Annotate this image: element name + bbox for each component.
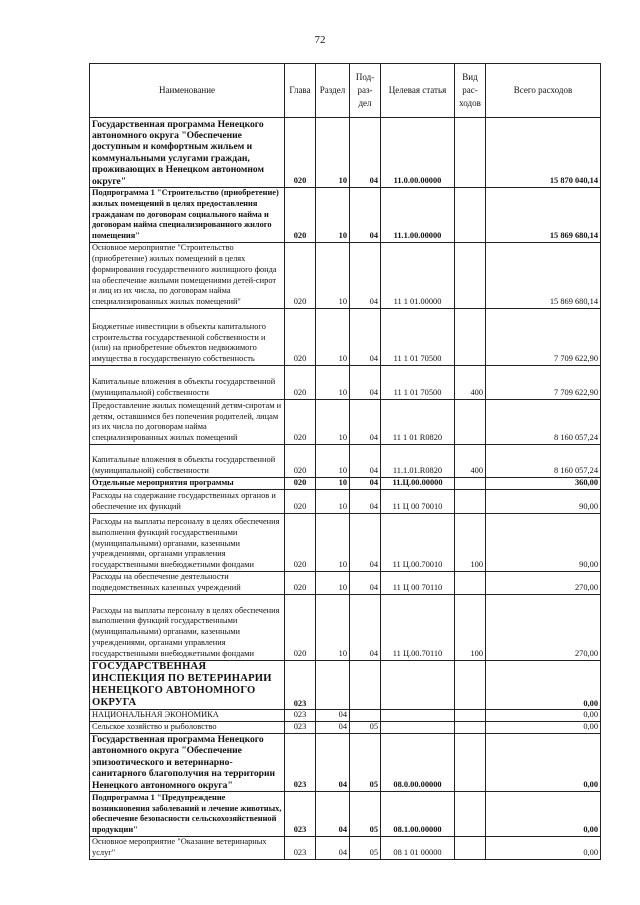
row-target: 08 1 01 00000 <box>381 837 455 860</box>
row-target: 11 Ц.00.70110 <box>381 594 455 660</box>
row-total: 0,00 <box>486 722 601 734</box>
row-kind: 100 <box>455 594 486 660</box>
row-section: 10 <box>316 399 350 444</box>
row-chapter: 023 <box>285 722 316 734</box>
table-row <box>90 792 601 837</box>
row-total: 7 709 622,90 <box>486 365 601 399</box>
row-name: Государственная программа Ненецкого автономного округа "Обеспечение эпизоотического и ветеринарно-санитарного благополучия на территории Ненецкого автономного округа" <box>90 733 285 791</box>
row-chapter: 020 <box>285 118 316 188</box>
row-section: 10 <box>316 513 350 571</box>
row-subsection: 04 <box>350 571 381 594</box>
row-chapter: 020 <box>285 365 316 399</box>
row-kind <box>455 722 486 734</box>
row-subsection: 04 <box>350 118 381 188</box>
table-header-row <box>90 64 601 118</box>
row-subsection: 04 <box>350 444 381 477</box>
row-subsection: 04 <box>350 399 381 444</box>
row-subsection: 05 <box>350 722 381 734</box>
row-kind <box>455 188 486 243</box>
row-kind <box>455 308 486 365</box>
row-name: Капитальные вложения в объекты государственной (муниципальной) собственности <box>90 365 285 399</box>
row-section: 04 <box>316 722 350 734</box>
row-section: 10 <box>316 477 350 489</box>
row-subsection <box>350 660 381 710</box>
row-name: Сельское хозяйство и рыболовство <box>90 722 285 734</box>
row-kind <box>455 118 486 188</box>
row-name: Государственная программа Ненецкого автономного округа "Обеспечение доступным и комфортным жильем и коммунальными услугами граждан, проживающих в Ненецком автономном округе" <box>90 118 285 188</box>
row-kind <box>455 660 486 710</box>
table-row <box>90 660 601 710</box>
row-section: 10 <box>316 242 350 308</box>
row-subsection: 04 <box>350 477 381 489</box>
row-chapter: 020 <box>285 513 316 571</box>
row-section: 04 <box>316 792 350 837</box>
row-target: 11.Ц.00.00000 <box>381 477 455 489</box>
row-total: 15 870 040,14 <box>486 118 601 188</box>
row-total: 0,00 <box>486 710 601 722</box>
row-chapter: 020 <box>285 399 316 444</box>
row-total: 7 709 622,90 <box>486 308 601 365</box>
row-chapter: 020 <box>285 188 316 243</box>
table-row <box>90 477 601 489</box>
row-chapter: 023 <box>285 660 316 710</box>
row-kind <box>455 571 486 594</box>
row-kind <box>455 710 486 722</box>
row-total: 0,00 <box>486 660 601 710</box>
row-name: Капитальные вложения в объекты государственной (муниципальной) собственности <box>90 444 285 477</box>
row-section: 04 <box>316 837 350 860</box>
row-kind: 400 <box>455 365 486 399</box>
table-row <box>90 489 601 513</box>
table-row <box>90 188 601 243</box>
row-target: 11.0.00.00000 <box>381 118 455 188</box>
row-name: Бюджетные инвестиции в объекты капитального строительства государственной собственности и (или) на приобретение объектов недвижимого имущества в государственную собственность <box>90 308 285 365</box>
table-row <box>90 242 601 308</box>
row-name: Подпрограмма 1 "Предупреждение возникновения заболеваний и лечение животных, обеспечение безопасности сельскохозяйственной продукции" <box>90 792 285 837</box>
row-target: 08.1.00.00000 <box>381 792 455 837</box>
row-section: 10 <box>316 489 350 513</box>
column-header-kind: Вид рас-ходов <box>455 64 486 118</box>
page-number: 72 <box>314 34 326 46</box>
row-total: 0,00 <box>486 837 601 860</box>
row-section: 10 <box>316 365 350 399</box>
row-name: Основное мероприятие "Строительство (приобретение) жилых помещений в целях формирования государственного жилищного фонда на обеспечение жилыми помещениями детей-сирот и лиц из их числа, по договорам найма специализированных жилых помещений" <box>90 242 285 308</box>
row-total: 8 160 057,24 <box>486 444 601 477</box>
table-row <box>90 837 601 860</box>
row-chapter: 023 <box>285 733 316 791</box>
table-row <box>90 722 601 734</box>
row-chapter: 020 <box>285 242 316 308</box>
row-subsection: 04 <box>350 594 381 660</box>
row-name: ГОСУДАРСТВЕННАЯ ИНСПЕКЦИЯ ПО ВЕТЕРИНАРИИ НЕНЕЦКОГО АВТОНОМНОГО ОКРУГА <box>90 660 285 710</box>
row-target: 11.1.01.R0820 <box>381 444 455 477</box>
row-total: 270,00 <box>486 594 601 660</box>
table-row <box>90 308 601 365</box>
row-name: Отдельные мероприятия программы <box>90 477 285 489</box>
row-section <box>316 660 350 710</box>
row-chapter: 020 <box>285 594 316 660</box>
row-chapter: 020 <box>285 489 316 513</box>
row-subsection: 04 <box>350 188 381 243</box>
row-kind <box>455 489 486 513</box>
table-row <box>90 571 601 594</box>
row-kind <box>455 733 486 791</box>
row-total: 0,00 <box>486 792 601 837</box>
row-kind <box>455 399 486 444</box>
row-name: Предоставление жилых помещений детям-сиротам и детям, оставшимся без попечения родителей, лицам из их числа по договорам найма специализированных жилых помещений <box>90 399 285 444</box>
row-kind <box>455 242 486 308</box>
row-total: 90,00 <box>486 513 601 571</box>
row-target: 11 Ц 00 70010 <box>381 489 455 513</box>
row-total: 15 869 680,14 <box>486 242 601 308</box>
row-section: 10 <box>316 118 350 188</box>
row-target: 11 1 01 70500 <box>381 365 455 399</box>
row-kind <box>455 837 486 860</box>
row-subsection: 04 <box>350 513 381 571</box>
row-target: 11 1 01 R0820 <box>381 399 455 444</box>
row-section: 04 <box>316 710 350 722</box>
row-total: 15 869 680,14 <box>486 188 601 243</box>
row-target: 11 1 01.00000 <box>381 242 455 308</box>
row-total: 0,00 <box>486 733 601 791</box>
row-name: Расходы на обеспечение деятельности подведомственных казенных учреждений <box>90 571 285 594</box>
row-target: 11 Ц.00.70010 <box>381 513 455 571</box>
table-row <box>90 710 601 722</box>
row-chapter: 023 <box>285 792 316 837</box>
row-subsection: 04 <box>350 365 381 399</box>
row-name: НАЦИОНАЛЬНАЯ ЭКОНОМИКА <box>90 710 285 722</box>
column-header-target: Целевая статья <box>381 64 455 118</box>
expenditure-table <box>89 63 601 860</box>
row-target <box>381 660 455 710</box>
row-chapter: 020 <box>285 308 316 365</box>
row-name: Основное мероприятие "Оказание ветеринарных услуг" <box>90 837 285 860</box>
column-header-chapter: Глава <box>285 64 316 118</box>
column-header-total: Всего расходов <box>486 64 601 118</box>
row-target: 11 1 01 70500 <box>381 308 455 365</box>
row-section: 10 <box>316 444 350 477</box>
row-subsection: 05 <box>350 733 381 791</box>
row-total: 90,00 <box>486 489 601 513</box>
row-chapter: 020 <box>285 444 316 477</box>
row-target: 11.1.00.00000 <box>381 188 455 243</box>
row-subsection: 04 <box>350 489 381 513</box>
table-row <box>90 513 601 571</box>
row-section: 04 <box>316 733 350 791</box>
row-kind: 400 <box>455 444 486 477</box>
row-name: Расходы на выплаты персоналу в целях обеспечения выполнения функций государственными (муниципальными) органами, казенными учреждениями, органами управления государственными внебюджетными фондами <box>90 594 285 660</box>
row-chapter: 020 <box>285 571 316 594</box>
row-chapter: 023 <box>285 837 316 860</box>
row-target <box>381 722 455 734</box>
row-subsection: 04 <box>350 308 381 365</box>
row-section: 10 <box>316 571 350 594</box>
row-chapter: 023 <box>285 710 316 722</box>
row-kind: 100 <box>455 513 486 571</box>
row-name: Расходы на содержание государственных органов и обеспечение их функций <box>90 489 285 513</box>
row-subsection <box>350 710 381 722</box>
column-header-name: Наименование <box>90 64 285 118</box>
column-header-section: Раздел <box>316 64 350 118</box>
row-section: 10 <box>316 308 350 365</box>
table-row <box>90 733 601 791</box>
column-header-subsection: Под-раз-дел <box>350 64 381 118</box>
row-total: 360,00 <box>486 477 601 489</box>
table-row <box>90 444 601 477</box>
row-total: 8 160 057,24 <box>486 399 601 444</box>
row-section: 10 <box>316 594 350 660</box>
row-section: 10 <box>316 188 350 243</box>
table-row <box>90 399 601 444</box>
row-name: Расходы на выплаты персоналу в целях обеспечения выполнения функций государственными (муниципальными) органами, казенными учреждениями, органами управления государственными внебюджетными фондами <box>90 513 285 571</box>
row-kind <box>455 792 486 837</box>
row-target: 11 Ц 00 70110 <box>381 571 455 594</box>
table-row <box>90 118 601 188</box>
row-chapter: 020 <box>285 477 316 489</box>
row-target <box>381 710 455 722</box>
row-subsection: 05 <box>350 837 381 860</box>
row-kind <box>455 477 486 489</box>
table-row <box>90 365 601 399</box>
row-target: 08.0.00.00000 <box>381 733 455 791</box>
row-subsection: 04 <box>350 242 381 308</box>
table-row <box>90 594 601 660</box>
row-name: Подпрограмма 1 "Строительство (приобретение) жилых помещений в целях предоставления гражданам по договорам социального найма и договорам найма специализированного жилого помещения" <box>90 188 285 243</box>
row-subsection: 05 <box>350 792 381 837</box>
row-total: 270,00 <box>486 571 601 594</box>
